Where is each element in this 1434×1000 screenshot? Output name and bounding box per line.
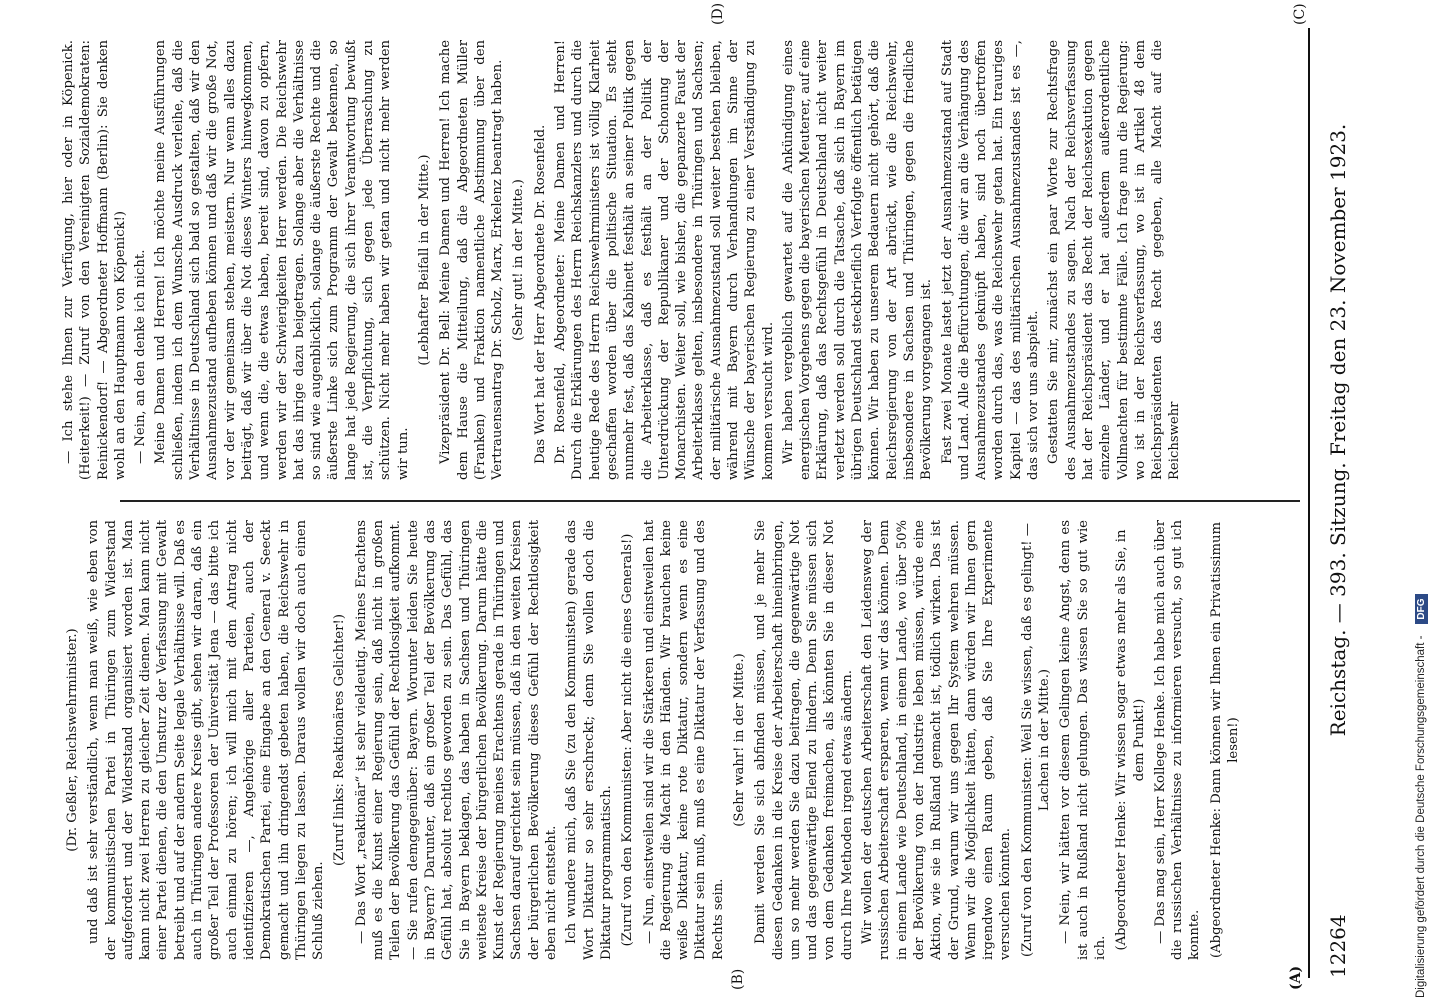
page-header: [1318, 22, 1358, 978]
interjection: (Abgeordneter Henke: Wir wissen sogar etwas mehr als Sie, in dem Punkt!): [1114, 529, 1147, 951]
page-title: Reichstag. — 393. Sitzung. Freitag den 23. November 1923.: [1326, 123, 1350, 737]
credit-text: Digitalisierung gefördert durch die Deutsche Forschungsgemeinschaft -: [1415, 635, 1427, 998]
paragraph: — Das mag sein, Herr Kollege Henke. Ich habe mich auch über die russischen Verhältnisse zu informieren versucht, so gut ich konnte.: [1152, 520, 1203, 960]
paragraph: Das Wort hat der Herr Abgeordnete Dr. Rosenfeld.: [532, 124, 548, 464]
interjection: (Abgeordneter Henke: Dann können wir Ihnen ein Privatissimum lesen!): [1208, 521, 1241, 959]
right-text-column: [60, 40, 1290, 480]
paragraph: — Ich stehe Ihnen zur Verfügung, hier oder in Köpenick. (Heiterkeit!) — Zuruf von den Vereinigten Sozialdemokraten: Reinickendorf! — Abgeordneter Hoffmann (Berlin): Sie denken wohl an den Hauptmann von Köpenick!): [61, 40, 128, 480]
dfg-logo: DFG: [1415, 594, 1428, 623]
interjection: (Zuruf von den Kommunisten: Aber nicht die eines Generals!): [620, 533, 636, 947]
dfg-credit-strip: [1408, 8, 1434, 998]
margin-marker-c: (C): [1292, 3, 1308, 25]
left-text-column: [60, 520, 1290, 960]
paragraph: — Nun, einstweilen sind wir die Stärkeren und einstweilen hat die Regierung die Macht in den Händen. Wir brauchen keine weiße Diktatur, keine rote Diktatur, sondern wenn es eine Diktatur sein muß, muß es eine Diktatur der Verfassung und des Rechts sein.: [641, 520, 726, 960]
margin-marker-a: (A): [1288, 965, 1304, 990]
column-divider: [120, 500, 1300, 502]
dfg-credit-text: [1408, 8, 1434, 998]
paragraph: Gestatten Sie mir, zunächst ein paar Worte zur Rechtsfrage des Ausnahmezustandes zu sagen. Nach der Reichsverfassung hat der Reichspräsident das Recht der Reichsexekution gegen einzelne Länder, und er hat außerdem außerordentliche Vollmachten für bestimmte Fälle. Ich frage nun die Regierung: wo ist in der Reichsverfassung, wo ist in Artikel 48 dem Reichspräsidenten das Recht gegeben, alle Macht auf die Reichswehr: [1046, 40, 1183, 480]
interjection: (Zuruf links: Reaktionäres Gelichter!): [332, 614, 348, 866]
paragraph: und daß ist sehr verständlich, wenn man weiß, wie eben von der kommunistischen Partei in Thüringen zum Widerstand aufgefordert und der Widerstand organisiert worden ist. Man kann nicht zwei Herren zu gleicher Zeit dienen. Man kann nicht einer Partei dienen, die den Umsturz der Verfassung mit Gewalt betreibt und auf der andern Seite legale Verhältnisse will. Daß es auch in Thüringen andere Kreise gibt, sehen wir daran, daß ein großer Teil der Professoren der Universität Jena — das bitte ich auch einmal zu hören; ich will mich mit dem Antrag nicht identifizieren —, Angehörige aller Parteien, auch der Demokratischen Partei, eine Eingabe an den General v. Seeckt gemacht und ihn dringendst gebeten haben, die Reichswehr in Thüringen liegen zu lassen. Daraus wollen wir doch auch einen Schluß ziehen.: [86, 520, 327, 960]
paragraph: — Nein, wir hätten vor diesem Gelingen keine Angst, denn es ist auch in Rußland nicht gelungen. Das wissen Sie so gut wie ich.: [1058, 520, 1108, 960]
paragraph: — Nein, an den denke ich nicht.: [133, 249, 149, 464]
interjection: (Zuruf von den Kommunisten: Weil Sie wissen, daß es gelingt! — Lachen in der Mitte.): [1019, 523, 1053, 957]
paragraph: Dr. Rosenfeld, Abgeordneter: Meine Damen und Herren! Durch die Erklärungen des Herrn Reichskanzlers und durch die heutige Rede des Herrn Reichswehrministers ist völlig Klarheit geschaffen worden über die politische Situation. Es steht nunmehr fest, daß das Kabinett festhält an seiner Politik gegen die Arbeiterklasse, daß es festhält an der Politik der Unterdrückung der Republikaner und der Schonung der Monarchisten. Weiter soll, wie bisher, die gepanzerte Faust der Arbeiterklasse gelten, insbesondere in Thüringen und Sachsen; der militärische Ausnahmezustand soll weiter bestehen bleiben, während mit Bayern durch Verhandlungen im Sinne der Wünsche der bayerischen Regierung zu einer Verständigung zu kommen versucht wird.: [553, 40, 776, 480]
header-rule: [1308, 28, 1310, 978]
margin-marker-b: (B): [730, 968, 746, 990]
paragraph: Wir wollen der deutschen Arbeiterschaft den Leidensweg der russischen Arbeiterschaft ersparen, wenn wir das können. Denn in einem Lande wie Deutschland, in einem Lande, wo über 50% der Bevölkerung von der Industrie leben müssen, würde eine Aktion, wie sie in Rußland gemacht ist, tödlich wirken. Das ist der Grund, warum wir uns gegen Ihr System wehren müssen. Wenn wir die Möglichkeit hätten, dann würden wir Ihnen gern irgendwo einen Raum geben, daß Sie Ihre Experimente versuchen könnten.: [860, 520, 1014, 960]
paragraph: Meine Damen und Herren! Ich möchte meine Ausführungen schließen, indem ich dem Wunsche Ausdruck verleihe, daß die Verhältnisse in Deutschland sich bald so gestalten, daß wir den Ausnahmezustand aufheben können und daß wir die große Not, vor der wir gemeinsam stehen, meistern. Nur wenn alles dazu beiträgt, daß wir über die Not dieses Winters hinwegkommen, und wenn die, die etwas haben, bereit sind, davon zu opfern, werden wir der Schwierigkeiten Herr werden. Die Reichswehr hat das ihrige dazu beigetragen. Solange aber die Verhältnisse so sind wie augenblicklich, solange die äußerste Rechte und die äußerste Linke sich zum Programm der Gewalt bekennen, so lange hat jede Regierung, die sich ihrer Verantwortung bewußt ist, die Verpflichtung, sich gegen jede Überraschung zu schützen. Nicht mehr haben wir getan und nicht mehr werden wir tun.: [153, 40, 411, 480]
interjection: (Lebhafter Beifall in der Mitte.): [416, 154, 432, 366]
interjection: (Sehr gut! in der Mitte.): [511, 179, 527, 341]
page-number: 12264: [1326, 914, 1350, 978]
interjection: (Sehr wahr! in der Mitte.): [731, 653, 747, 827]
interjection: (Dr. Geßler, Reichswehrminister.): [65, 628, 80, 852]
paragraph: Ich wundere mich, daß Sie (zu den Kommunisten) gerade das Wort Diktatur so sehr erschreckt; denn Sie wollen doch die Diktatur programmatisch.: [564, 520, 614, 960]
paragraph: Damit werden Sie sich abfinden müssen, und je mehr Sie diesen Gedanken in die Kreise der Arbeiterschaft hineinbringen, um so mehr werden Sie dazu beitragen, die gegenwärtige Not und das gegenwärtige Elend zu lindern. Denn Sie müssen sich von dem Gedanken freimachen, als könnten Sie in dieser Not durch Ihre Methoden irgend etwas ändern.: [753, 520, 855, 960]
paragraph: — Das Wort „reaktionär“ ist sehr vieldeutig. Meines Erachtens muß es die Kunst einer Regierung sein, daß nicht in großen Teilen der Bevölkerung das Gefühl der Rechtlosigkeit aufkommt. — Sie rufen demgegenüber: Bayern. Worunter leiden Sie heute in Bayern? Darunter, daß ein großer Teil der Bevölkerung das Gefühl hat, absolut rechtlos geworden zu sein. Das Gefühl, das Sie in Bayern beklagen, das haben in Sachsen und Thüringen weiteste Kreise der bürgerlichen Bevölkerung. Darum hätte die Kunst der Regierung meines Erachtens gerade in Thüringen und Sachsen darauf gerichtet sein müssen, daß in den weiten Kreisen der bürgerlichen Bevölkerung dieses Gefühl der Rechtlosigkeit eben nicht entsteht.: [353, 520, 560, 960]
paragraph: Fast zwei Monate lastet jetzt der Ausnahmezustand auf Stadt und Land. Alle die Befürchtungen, die wir an die Verhängung des Ausnahmezustandes geknüpft haben, sind noch übertroffen worden durch das, was die Reichswehr getan hat. Ein trauriges Kapitel — das des militärischen Ausnahmezustandes ist es —, das sich vor uns abspielt.: [939, 40, 1042, 480]
paragraph: Wir haben vergeblich gewartet auf die Ankündigung eines energischen Vorgehens gegen die bayerischen Meuterer, auf eine Erklärung, daß das Rechtsgefühl in Deutschland nicht weiter verletzt werden soll durch die Tatsache, daß sich in Bayern im übrigen Deutschland steckbrieflich Verfolgte öffentlich betätigen können. Wir haben zu unserem Bedauern nicht gehört, daß die Reichsregierung von der Art abrückt, wie die Reichswehr, insbesondere in Sachsen und Thüringen, gegen die friedliche Bevölkerung vorgegangen ist.: [780, 40, 935, 480]
paragraph: Vizepräsident Dr. Bell: Meine Damen und Herren! Ich mache dem Hause die Mitteilung, daß die Abgeordneten Müller (Franken) und Fraktion namentliche Abstimmung über den Vertrauensantrag Dr. Scholz, Marx, Erkelenz beantragt haben.: [438, 40, 506, 480]
margin-marker-d: (D): [710, 2, 726, 25]
